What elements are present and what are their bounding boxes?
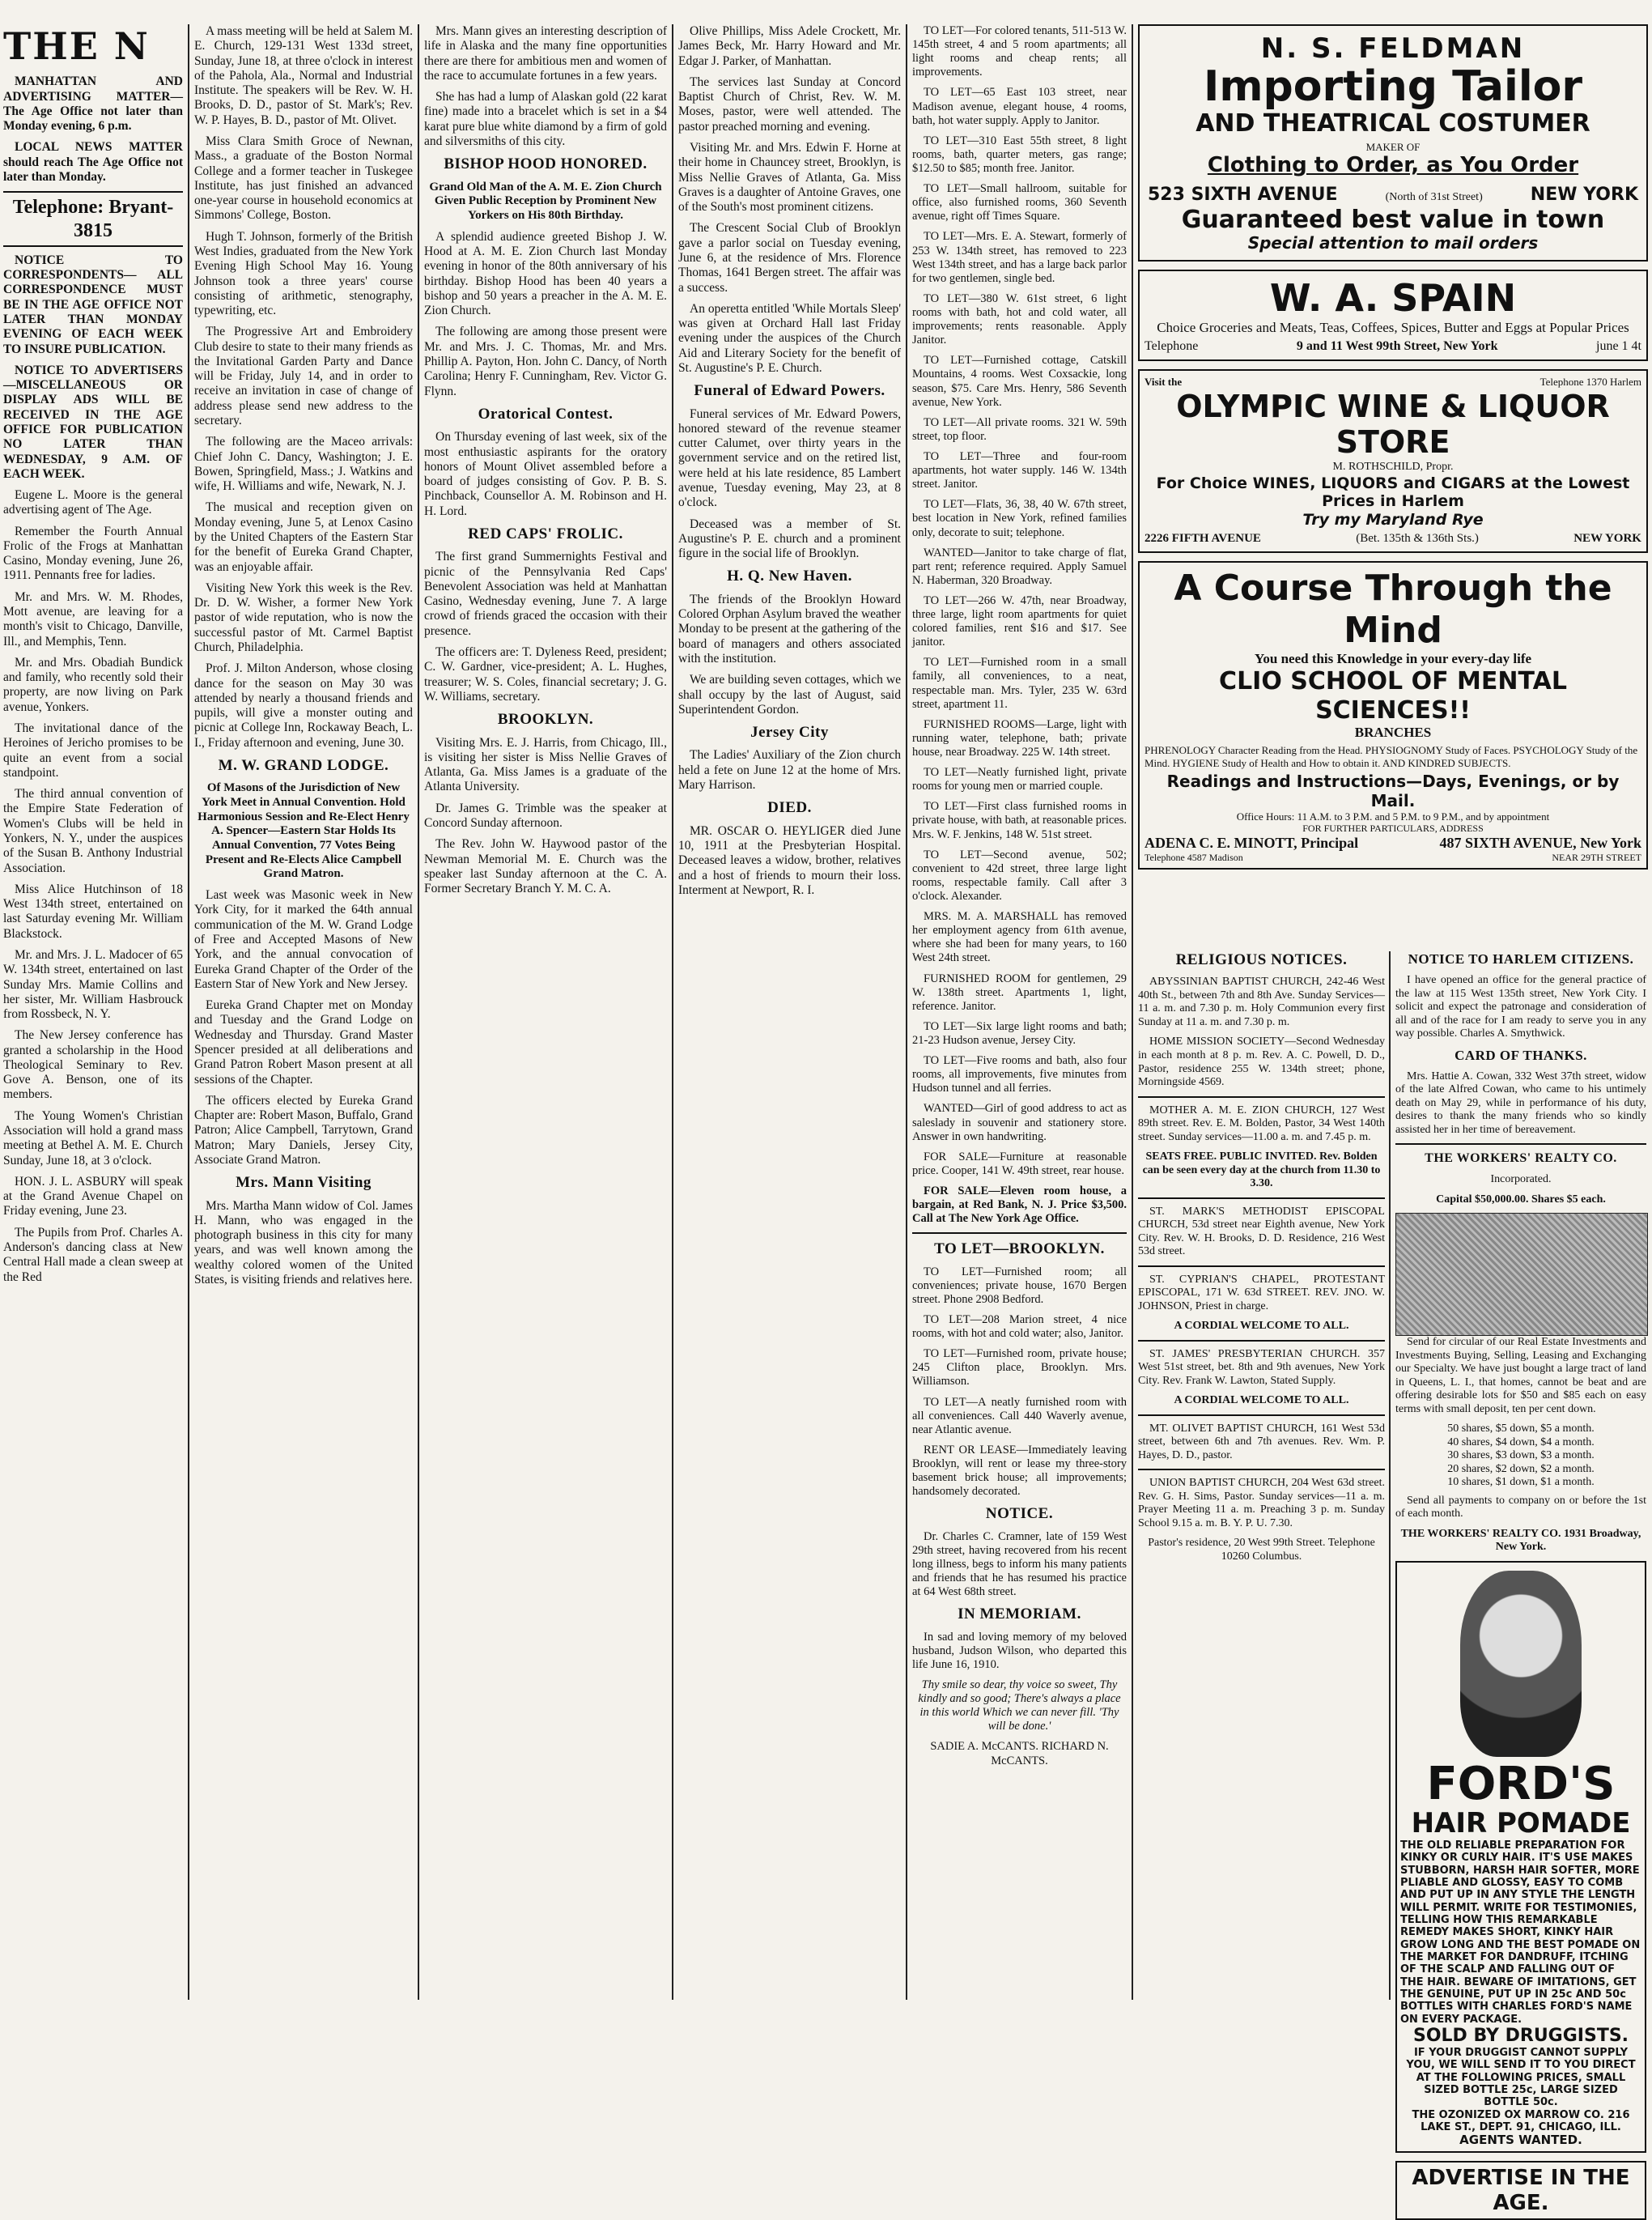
memoriam-signature: SADIE A. McCANTS. RICHARD N. McCANTS.: [930, 1740, 1109, 1767]
article-paragraph: On Thursday evening of last week, six of the most enthusiastic aspirants for the oratory honors of Mount Olivet assembled before a board of judges consisting of Gov. P. B. S. Pinchback, Counsellor A. M. Robinson and H. H. Lord.: [424, 430, 667, 518]
classified-ad: WANTED—Girl of good address to act as saleslady in souvenir and stationery store. Answer in own handwriting.: [912, 1102, 1127, 1143]
spain-telephone: Telephone: [1145, 339, 1199, 354]
headline-grand-lodge: M. W. GRAND LODGE.: [218, 756, 389, 774]
divider: [1138, 1414, 1385, 1416]
article-paragraph: We are building seven cottages, which we shall occupy by the last of August, said Superintendent Gordon.: [678, 673, 901, 717]
article-paragraph: The officers are: T. Dyleness Reed, president; C. W. Gardner, vice-president; A. L. Hughes, treasurer; W. S. Coles, financial secretary; J. G. W. Williams, secretary.: [424, 645, 667, 704]
news-item: HON. J. L. ASBURY will speak at the Grand Avenue Chapel on Friday evening, June 23.: [3, 1174, 183, 1218]
classified-ad: TO LET—Furnished room in a small family, all conveniences, to a neat, respectable man. Mrs. Tyler, 235 W. 63rd street, apartment 11.: [912, 656, 1127, 711]
spain-date: june 1 4t: [1596, 339, 1641, 354]
clio-hours: Office Hours: 11 A.M. to 3 P.M. and 5 P.M. to 9 P.M., and by appointment: [1236, 810, 1550, 823]
realty-share-row: 10 shares, $1 down, $1 a month.: [1447, 1476, 1595, 1489]
column-4: [678, 24, 901, 2000]
classified-ad: TO LET—Neatly furnished light, private rooms for young men or married couple.: [912, 766, 1127, 793]
news-item: Mr. and Mrs. J. L. Madocer of 65 W. 134th street, entertained on last Sunday Mrs. Mamie Collins and her sister, Mr. William Hasbrouck from Rossbeck, N. Y.: [3, 947, 183, 1022]
realty-share-row: 20 shares, $2 down, $2 a month.: [1447, 1462, 1595, 1475]
article-paragraph: The Ladies' Auxiliary of the Zion church held a fete on June 12 at the home of Mrs. Mary Harrison.: [678, 748, 901, 793]
headline-notice: NOTICE.: [985, 1505, 1054, 1523]
clio-further: FOR FURTHER PARTICULARS, ADDRESS: [1302, 823, 1484, 835]
article-paragraph: Dr. Charles C. Cramner, late of 159 West 29th street, having recovered from his recent long illness, begs to inform his many patients and friends that he has resumed his practice at 64 West 68th street.: [912, 1529, 1127, 1599]
pastor-residence: Pastor's residence, 20 West 99th Street. Telephone 10260 Columbus.: [1148, 1537, 1375, 1563]
spain-ad: [1138, 270, 1648, 361]
clio-near: NEAR 29TH STREET: [1552, 851, 1641, 863]
olympic-header-row: [1145, 376, 1641, 388]
headline-card-of-thanks: CARD OF THANKS.: [1455, 1047, 1587, 1063]
classified-ad: TO LET—Six large light rooms and bath; 21-23 Hudson avenue, Jersey City.: [912, 1019, 1127, 1047]
fords-text: THE OLD RELIABLE PREPARATION FOR KINKY OR CURLY HAIR. IT'S USE MAKES STUBBORN, HARSH HAIR SOFTER, MORE PLIABLE AND GLOSSY, EASY TO COMB AND PUT UP IN ANY STYLE THE LENGTH WILL PERMIT. WRITE FOR TESTIMONIES, TELLING HOW THIS REMARKABLE REMEDY MAKES SHORT, KINKY HAIR GROW LONG AND THE BEST POMADE ON THE MARKET FOR DANDRUFF, ITCHING OF THE SCALP AND FALLING OUT OF THE HAIR. BEWARE OF IMITATIONS, GET THE GENUINE, PUT UP IN 25c AND 50c BOTTLES WITH CHARLES FORD'S NAME ON EVERY PACKAGE.: [1400, 1839, 1641, 2026]
column-rule: [188, 24, 189, 2000]
feldman-subtitle: AND THEATRICAL COSTUMER: [1195, 108, 1590, 138]
column-7: [1395, 951, 1646, 2215]
church-notice: ST. CYPRIAN'S CHAPEL, PROTESTANT EPISCOPAL, 171 W. 63d STREET. REV. JNO. W. JOHNSON, Priest in charge.: [1138, 1273, 1385, 1312]
fords-agents: AGENTS WANTED.: [1459, 2133, 1582, 2148]
realty-capital: Capital $50,000.00. Shares $5 each.: [1436, 1193, 1606, 1206]
headline-oratorical: Oratorical Contest.: [478, 405, 614, 423]
divider: [1395, 1143, 1646, 1145]
news-item: Mr. and Mrs. Obadiah Bundick and family, who recently sold their property, are now living on Park avenue, Yonkers.: [3, 655, 183, 714]
column-rule: [1389, 951, 1391, 2000]
classified-ad: TO LET—Flats, 36, 38, 40 W. 67th street, best location in New York, refined families only, decorate to suit; telephone.: [912, 498, 1127, 539]
fords-ad: [1395, 1561, 1646, 2153]
masthead: THE N: [3, 24, 150, 68]
classified-ad: TO LET—65 East 103 street, near Madison avenue, elegant house, 4 rooms, bath, hot water supply. Apply to Janitor.: [912, 86, 1127, 127]
feldman-address-note: (North of 31st Street): [1385, 191, 1483, 204]
article-paragraph: Mrs. Mann gives an interesting description of life in Alaska and the many fine opportunities there are there for ambitious men and women of the race to accumulate fortunes in a few years.: [424, 24, 667, 83]
notice-advertisers: NOTICE TO ADVERTISERS—MISCELLANEOUS OR DISPLAY ADS WILL BE RECEIVED IN THE AGE OFFICE FOR PUBLICATION NO LATER THAN WEDNESDAY, 9 A.M. OF EACH WEEK.: [3, 363, 183, 481]
article-paragraph: Funeral services of Mr. Edward Powers, honored steward of the revenue steamer cutter Calumet, over thirty years in the government service and on the retired list, were held at his late residence, 85 Lambert avenue, Tuesday evening, May 23, at 8 o'clock.: [678, 406, 901, 510]
feldman-maker: MAKER OF: [1365, 141, 1421, 154]
divider: [1138, 1265, 1385, 1267]
olympic-tagline: For Choice WINES, LIQUORS and CIGARS at the Lowest Prices in Harlem: [1156, 474, 1630, 511]
classified-ad: TO LET—Furnished room; all conveniences; private house, 1670 Bergen street. Phone 2908 Bedford.: [912, 1265, 1127, 1306]
headline-harlem-notice: NOTICE TO HARLEM CITIZENS.: [1408, 951, 1634, 967]
fords-sold: SOLD BY DRUGGISTS.: [1412, 2025, 1629, 2046]
spain-address-row: [1145, 339, 1641, 355]
article-paragraph: The services last Sunday at Concord Baptist Church of Christ, Rev. W. M. Moses, pastor, were well attended. The pastor preached morning and evening.: [678, 74, 901, 134]
olympic-address: 2226 FIFTH AVENUE: [1145, 531, 1261, 545]
article-paragraph: Deceased was a member of St. Augustine's P. E. church and a prominent figure in the social life of Brooklyn.: [678, 517, 901, 561]
olympic-between: (Bet. 135th & 136th Sts.): [1356, 531, 1479, 545]
olympic-proprietor: M. ROTHSCHILD, Propr.: [1332, 461, 1454, 474]
feldman-guarantee: Guaranteed best value in town: [1181, 206, 1605, 235]
headline-jersey-city: Jersey City: [750, 724, 829, 742]
clio-address: 487 SIXTH AVENUE, New York: [1439, 834, 1641, 851]
classified-ad: TO LET—266 W. 47th, near Broadway, three large, light room apartments for quiet colored families, rent $16 and $17. See janitor.: [912, 593, 1127, 649]
clio-principal: ADENA C. E. MINOTT, Principal: [1145, 834, 1359, 851]
article-paragraph: Mrs. Hattie A. Cowan, 332 West 37th street, widow of the late Alfred Cowan, who came to his untimely death on May 29, while in performance of his duty, desires to thank the many friends who so kindly assisted her in her time of bereavement.: [1395, 1070, 1646, 1136]
article-paragraph: The officers elected by Eureka Grand Chapter are: Robert Mason, Buffalo, Grand Patron; Alice Campbell, Tarrytown, Grand Matron; Mary Daniels, Jersey City, Associate Grand Matron.: [194, 1093, 413, 1167]
spain-name: W. A. SPAIN: [1269, 276, 1517, 321]
fords-company: THE OZONIZED OX MARROW CO. 216 LAKE ST., DEPT. 91, CHICAGO, ILL.: [1412, 2108, 1630, 2133]
headline-funeral: Funeral of Edward Powers.: [694, 382, 885, 400]
clio-need: You need this Knowledge in your every-day life: [1254, 651, 1532, 667]
realty-share-row: 50 shares, $5 down, $5 a month.: [1447, 1423, 1595, 1435]
article-paragraph: A splendid audience greeted Bishop J. W. Hood at A. M. E. Zion Church last Monday evening in honor of the 80th anniversary of his birthday. Bishop Hood has been 40 years a bishop and 50 years a preacher in the A. M. E. Zion Church.: [424, 229, 667, 318]
clio-branches: BRANCHES: [1354, 725, 1432, 741]
article-paragraph: She has had a lump of Alaskan gold (22 karat fine) made into a bracelet which is set in a $4 karat pure blue white diamond by a firm of gold and silversmiths of this city.: [424, 90, 667, 148]
divider: [1138, 1340, 1385, 1342]
fords-subtitle: HAIR POMADE: [1411, 1806, 1631, 1839]
news-item: The Pupils from Prof. Charles A. Anderson's dancing class at New Central Hall made a clean sweep at the Red: [3, 1225, 183, 1284]
classified-ad: TO LET—Furnished room, private house; 245 Clifton place, Brooklyn. Mrs. Williamson.: [912, 1347, 1127, 1389]
classified-ad: TO LET—First class furnished rooms in private house, with bath, at reasonable prices. Mrs. W. F. Jenkins, 148 W. 51st street.: [912, 800, 1127, 841]
divider: [1138, 1096, 1385, 1098]
headline-to-let-brooklyn: TO LET—BROOKLYN.: [934, 1240, 1105, 1258]
classified-ad: TO LET—208 Marion street, 4 nice rooms, with hot and cold water; also, Janitor.: [912, 1313, 1127, 1341]
article-paragraph: Mrs. Martha Mann widow of Col. James H. Mann, who was engaged in the photograph business in this city for many years, and was well known among the wealthy colored women of the United States, is visiting friends and relatives here.: [194, 1198, 413, 1287]
news-item: Mr. and Mrs. W. M. Rhodes, Mott avenue, are leaving for a month's visit to Chicago, Danville, Ill., and Memphis, Tenn.: [3, 589, 183, 649]
olympic-telephone: Telephone 1370 Harlem: [1539, 376, 1641, 389]
clio-title: A Course Through the Mind: [1174, 567, 1612, 651]
clio-phone-row: [1145, 852, 1641, 863]
classified-ad: TO LET—All private rooms. 321 W. 59th street, top floor.: [912, 415, 1127, 443]
feldman-address: 523 SIXTH AVENUE: [1148, 185, 1338, 206]
article-paragraph: The Rev. John W. Haywood pastor of the Newman Memorial M. E. Church was the speaker last Sunday afternoon at the C. A. Former Secretary Branch Y. M. C. A.: [424, 837, 667, 896]
headline-in-memoriam: IN MEMORIAM.: [958, 1605, 1081, 1623]
classified-ad: FURNISHED ROOM for gentlemen, 29 W. 138th street. Apartments 1, light, reference. Janitor.: [912, 972, 1127, 1013]
column-6-religious: [1138, 951, 1385, 2000]
notice-local-news: LOCAL NEWS MATTER should reach The Age Office not later than Monday.: [3, 140, 183, 184]
article-paragraph: Last week was Masonic week in New York City, for it marked the 64th annual communication of the M. W. Grand Lodge of Free and Accepted Masons of New York, and the annual convocation of Eureka Grand Chapter of the Order of the Eastern Star of New York and New Jersey.: [194, 888, 413, 991]
classified-ad: TO LET—Mrs. E. A. Stewart, formerly of 253 W. 134th street, has removed to 223 West 134th street, and has a large back parlor for two gentlemen, single bed.: [912, 230, 1127, 285]
feldman-city: NEW YORK: [1530, 185, 1638, 206]
classified-ad: TO LET—Small hallroom, suitable for office, also furnished rooms, 360 Seventh avenue, right off Times Square.: [912, 182, 1127, 223]
article-paragraph: The following are among those present were Mr. and Mrs. J. C. Thomas, Mr. and Mrs. Phillip A. Payton, Hon. John C. Dancy, of North Carolina; Henry F. Cunningham, Rev. Victor G. Flynn.: [424, 325, 667, 398]
feldman-mail: Special attention to mail orders: [1247, 233, 1539, 253]
olympic-address-row: [1145, 532, 1641, 546]
olympic-city: NEW YORK: [1573, 531, 1641, 545]
headline-hq: H. Q. New Haven.: [727, 568, 852, 585]
realty-signature: THE WORKERS' REALTY CO. 1931 Broadway, New York.: [1400, 1527, 1641, 1554]
article-paragraph: Eureka Grand Chapter met on Monday and Tuesday and the Grand Lodge on Wednesday and Thursday. Grand Master Spencer presided at all deliberations and Grand Patron Robert Mason present at all sessions of the Chapter.: [194, 998, 413, 1087]
divider: [1138, 1469, 1385, 1470]
news-item: Miss Alice Hutchinson of 18 West 134th street, entertained on last Saturday evening Mr. William Blackstock.: [3, 882, 183, 941]
classified-ad: MRS. M. A. MARSHALL has removed her employment agency from 61th avenue, where she had been for many years, to 160 West 24th street.: [912, 910, 1127, 965]
church-notice: ABYSSINIAN BAPTIST CHURCH, 242-46 West 40th St., between 7th and 8th Ave. Sunday Services—11 a. m. and 7.30 p. m. Holy Communion every first Sunday at 11 a. m. and 7.30 p. m.: [1138, 976, 1385, 1028]
article-paragraph: The Crescent Social Club of Brooklyn gave a parlor social on Tuesday evening, June 6, at the residence of Mrs. Florence Thomas, 1641 Bergen street. The affair was a success.: [678, 221, 901, 295]
divider: [1138, 1197, 1385, 1199]
olympic-visit: Visit the: [1145, 376, 1183, 389]
fords-title: FORD'S: [1426, 1757, 1616, 1810]
news-item: The Young Women's Christian Association will hold a grand mass meeting at Bethel A. M. E. Church Sunday, June 18, at 3 o'clock.: [3, 1108, 183, 1167]
realty-incorporated: Incorporated.: [1490, 1173, 1552, 1186]
feldman-name: N. S. FELDMAN: [1260, 32, 1526, 65]
feldman-clothing: Clothing to Order, as You Order: [1207, 153, 1579, 178]
article-paragraph: An operetta entitled 'While Mortals Sleep' was given at Orchard Hall last Friday evening under the auspices of the Church Aid and Literary Society for the benefit of St. Augustine's P. E. Church.: [678, 301, 901, 375]
church-notice: UNION BAPTIST CHURCH, 204 West 63d street. Rev. G. H. Sims, Pastor. Sunday services—11 a. m. Prayer Meeting 11 a. m. Preaching 3 p. m. Sunday School 9.15 a. m. B. Y. P. U. 7.30.: [1138, 1477, 1385, 1529]
classified-ad: TO LET—Five rooms and bath, also four rooms, all improvements, five minutes from Hudson tunnel and all ferries.: [912, 1054, 1127, 1095]
clio-ad: [1138, 561, 1648, 870]
clio-list: PHRENOLOGY Character Reading from the Head. PHYSIOGNOMY Study of Faces. PSYCHOLOGY Study of the Mind. HYGIENE Study of Health and How to obtain it. AND KINDRED SUBJECTS.: [1145, 744, 1638, 769]
spain-description: Choice Groceries and Meats, Teas, Coffees, Spices, Butter and Eggs at Popular Prices: [1157, 320, 1629, 336]
column-3: [424, 24, 667, 2000]
article-paragraph: Visiting Mrs. E. J. Harris, from Chicago, Ill., is visiting her sister is Miss Nellie Graves of Atlanta, Ga. Miss James is a graduate of the Atlanta University.: [424, 735, 667, 794]
news-item: The invitational dance of the Heroines of Jericho promises to be quite an event from a social standpoint.: [3, 721, 183, 780]
news-item: Visiting New York this week is the Rev. Dr. D. W. Wisher, a former New York pastor of wide reputation, who is now the successful pastor of Mt. Carmel Baptist Church, Philadelphia.: [194, 581, 413, 654]
church-notice: A CORDIAL WELCOME TO ALL.: [1174, 1320, 1349, 1333]
classified-ad: TO LET—Second avenue, 502; convenient to 42d street, three large light rooms, respectable family. Call after 3 o'clock. Alexander.: [912, 848, 1127, 904]
column-1: [3, 24, 183, 2000]
church-notice: ST. JAMES' PRESBYTERIAN CHURCH. 357 West 51st street, bet. 8th and 9th avenues, New York City. Rev. Frank W. Lawton, Stated Supply.: [1138, 1347, 1385, 1387]
classified-ad: TO LET—310 East 55th street, 8 light rooms, bath, quarter meters, gas range; $12.50 to $85; month free. Janitor.: [912, 134, 1127, 175]
classified-ad: TO LET—A neatly furnished room with all conveniences. Call 440 Waverly avenue, near Atlantic avenue.: [912, 1395, 1127, 1436]
headline-mrs-mann: Mrs. Mann Visiting: [236, 1174, 372, 1192]
headline-brooklyn: BROOKLYN.: [497, 711, 594, 729]
church-notice: A CORDIAL WELCOME TO ALL.: [1174, 1394, 1349, 1407]
headline-died: DIED.: [767, 799, 812, 817]
realty-text: Send for circular of our Real Estate Investments and Investments Buying, Selling, Leasing and Exchanging our Specialty. We have just bought a large tract of land in Queens, L. I., that homes, cannot be beat and are offering desirable lots for $50 and $85 each on easy terms with small deposit, ten per cent down.: [1395, 1336, 1646, 1415]
subhead-grand-lodge: Of Masons of the Jurisdiction of New York Meet in Annual Convention. Hold Harmonious Session and Re-Elect Henry A. Spencer—Eastern Star Holds Its Annual Convention, 77 Votes Being Present and Re-Elects Alice Campbell Grand Matron.: [197, 781, 410, 881]
advertise-banner: ADVERTISE IN THE AGE.: [1395, 2161, 1646, 2220]
news-item: Miss Clara Smith Groce of Newnan, Mass., a graduate of the Boston Normal College and a former teacher in Tuskegee Institute, has just finished an advanced one-year course in household economics at Simmons' College, Boston.: [194, 134, 413, 223]
classified-ad: TO LET—380 W. 61st street, 6 light rooms with bath, hot and cold water, all improvements; rents reasonable. Apply Janitor.: [912, 291, 1127, 347]
article-paragraph: The first grand Summernights Festival and picnic of the Pennsylvania Red Caps' Benevolent Association was held at Manhattan Casino, Wednesday evening, June 7. A large crowd of friends graced the occasion with their presence.: [424, 550, 667, 638]
article-paragraph: The friends of the Brooklyn Howard Colored Orphan Asylum braved the weather Monday to be present at the gathering of the board of managers and others associated with the institution.: [678, 592, 901, 666]
subhead-bishop-hood: Grand Old Man of the A. M. E. Zion Church Given Public Reception by Prominent New Yorkers on His 80th Birthday.: [429, 180, 662, 223]
memoriam-poem: Thy smile so dear, thy voice so sweet, Thy kindly and so good; There's always a place in this world Which we can never fill. 'Thy will be done.': [918, 1678, 1121, 1733]
news-item: Hugh T. Johnson, formerly of the British West Indies, graduated from the New York Evening High School May 16. Young Johnson took a three years' course consisting of arithmetic, stenography, typewriting, etc.: [194, 229, 413, 318]
clio-readings: Readings and Instructions—Days, Evenings, or by Mail.: [1166, 771, 1620, 810]
news-item: A mass meeting will be held at Salem M. E. Church, 129-131 West 133d street, Sunday, June 18, at three o'clock in interest of the Pahola, Ala., Normal and Industrial Institute. The speakers will be Rev. W. H. Brooks, D. D., pastor of St. Mark's; Rev. W. P. Hayes, B. D., pastor of Mt. Olivet.: [194, 24, 413, 127]
classified-ad: FOR SALE—Eleven room house, a bargain, at Red Bank, N. J. Price $3,500. Call at The New York Age Office.: [912, 1184, 1127, 1226]
woman-portrait-image: [1460, 1571, 1582, 1757]
classified-ad: TO LET—Three and four-room apartments, hot water supply. 146 W. 134th street. Janitor.: [912, 449, 1127, 491]
olympic-name: OLYMPIC WINE & LIQUOR STORE: [1176, 388, 1610, 461]
article-paragraph: Dr. James G. Trimble was the speaker at Concord Sunday afternoon.: [424, 801, 667, 830]
column-2: [194, 24, 413, 2000]
classified-ad: FOR SALE—Furniture at reasonable price. Cooper, 141 W. 49th street, rear house.: [912, 1150, 1127, 1177]
olympic-try: Try my Maryland Rye: [1302, 510, 1484, 529]
column-rule: [672, 24, 673, 2000]
divider: [912, 1232, 1127, 1234]
church-notice: HOME MISSION SOCIETY—Second Wednesday in each month at 8 p. m. Rev. A. C. Powell, D. D., Pastor, residence 255 W. 134th street; phone, Morningside 4569.: [1138, 1036, 1385, 1089]
article-paragraph: Olive Phillips, Miss Adele Crockett, Mr. James Beck, Mr. Harry Howard and Mr. Edgar J. Parker, of Manhattan.: [678, 24, 901, 68]
column-5: [912, 24, 1127, 2000]
realty-share-row: 40 shares, $4 down, $4 a month.: [1447, 1435, 1595, 1448]
column-rule: [1132, 24, 1133, 2000]
headline-religious-notices: RELIGIOUS NOTICES.: [1175, 951, 1348, 968]
realty-share-row: 30 shares, $3 down, $3 a month.: [1447, 1449, 1595, 1462]
clio-school: CLIO SCHOOL OF MENTAL SCIENCES!!: [1219, 667, 1567, 725]
church-notice: SEATS FREE. PUBLIC INVITED. Rev. Bolden can be seen every day at the church from 11.30 to 3.30.: [1142, 1150, 1381, 1190]
classified-ad: RENT OR LEASE—Immediately leaving Brooklyn, will rent or lease my three-story basement brick house; all improvements; handsomely decorated.: [912, 1443, 1127, 1499]
church-notice: MOTHER A. M. E. ZION CHURCH, 127 West 89th street. Rev. E. M. Bolden, Pastor, 34 West 140th street. Sunday services—11.00 a. m. and 7.45 p. m.: [1138, 1104, 1385, 1143]
classified-ad: WANTED—Janitor to take charge of flat, part rent; reference required. Apply Samuel N. Haberman, 320 Broadway.: [912, 546, 1127, 587]
article-paragraph: MR. OSCAR O. HEYLIGER died June 10, 1911 at the Presbyterian Hospital. Deceased leaves a widow, brother, relatives and a host of friends to mourn their loss. Interment at Newport, R. I.: [678, 823, 901, 897]
news-item: The musical and reception given on Monday evening, June 5, at Lenox Casino by the United Chapters of the Eastern Star for the benefit of Eureka Grand Chapter, was an enjoyable affair.: [194, 500, 413, 574]
article-paragraph: I have opened an office for the general practice of the law at 115 West 135th street, New York City. I solicit and expect the patronage and consideration of all and of the race for I am ready to serve you in any way possible. Charles A. Smythwick.: [1395, 974, 1646, 1040]
news-item: The Progressive Art and Embroidery Club desire to state to their many friends as the Invitational Garden Party and Dance will be Friday, July 14, and in order to receive an invitation in case of change of address please send new address to the secretary.: [194, 325, 413, 428]
news-item: The third annual convention of the Empire State Federation of Women's Clubs will be held in Yonkers, N. Y., under the auspices of the Susan B. Anthony Industrial Association.: [3, 787, 183, 875]
fords-offer: IF YOUR DRUGGIST CANNOT SUPPLY YOU, WE WILL SEND IT TO YOU DIRECT AT THE FOLLOWING PRICES, SMALL SIZED BOTTLE 25c, LARGE SIZED BOTTLE 50c.: [1406, 2046, 1636, 2109]
church-notice: ST. MARK'S METHODIST EPISCOPAL CHURCH, 53d street near Eighth avenue, New York City. Rev. W. H. Brooks, D. D. Residence, 216 West 53d street.: [1138, 1205, 1385, 1258]
olympic-ad: [1138, 369, 1648, 552]
classified-ad: TO LET—Furnished cottage, Catskill Mountains, 4 rooms. West Coxsackie, long season, $75. Care Mrs. Henry, 586 Seventh avenue, New York.: [912, 354, 1127, 409]
feldman-address-row: [1148, 185, 1638, 206]
notice-correspondents: NOTICE TO CORRESPONDENTS— ALL CORRESPONDENCE MUST BE IN THE AGE OFFICE NOT LATER THAN MONDAY EVENING OF EACH WEEK TO INSURE PUBLICATION.: [3, 253, 183, 356]
classified-ad: FURNISHED ROOMS—Large, light with running water, telephone, bath; private house, near Broadway. 225 W. 14th street.: [912, 717, 1127, 759]
headline-bishop-hood: BISHOP HOOD HONORED.: [444, 155, 648, 173]
news-item: Remember the Fourth Annual Frolic of the Frogs at Manhattan Casino, Monday evening, June 26, 1911. Pennants free for ladies.: [3, 524, 183, 583]
news-item: The following are the Maceo arrivals: Chief John C. Dancy, Washington; J. E. Bowen, Springfield, Mass.; J. Watkins and wife, H. Williams and wife, Newark, N. J.: [194, 435, 413, 494]
feldman-ad: [1138, 24, 1648, 262]
column-rule: [418, 24, 419, 2000]
article-paragraph: Visiting Mr. and Mrs. Edwin F. Horne at their home in Chauncey street, Brooklyn, is Miss Nellie Graves of Atlanta, Ga. Miss Graves is a daughter of Antoine Graves, one of the South's most prominent citizens.: [678, 140, 901, 215]
church-notice: MT. OLIVET BAPTIST CHURCH, 161 West 53d street, between 6th and 7th avenues. Rev. Wm. P. Hayes, D. D., pastor.: [1138, 1422, 1385, 1461]
clio-phone: Telephone 4587 Madison: [1145, 851, 1243, 863]
article-paragraph: In sad and loving memory of my beloved husband, Judson Wilson, who departed this life June 16, 1910.: [912, 1630, 1127, 1671]
realty-name: THE WORKERS' REALTY CO.: [1425, 1151, 1617, 1166]
telephone-number: Telephone: Bryant-3815: [3, 191, 183, 247]
news-item: Eugene L. Moore is the general advertising agent of The Age.: [3, 488, 183, 517]
headline-red-caps: RED CAPS' FROLIC.: [468, 525, 623, 542]
column-rule: [906, 24, 907, 2000]
realty-house-photo: [1395, 1213, 1648, 1336]
clio-principal-row: [1145, 835, 1641, 852]
news-item: The New Jersey conference has granted a scholarship in the Hood Theological Seminary to Rev. Gove A. Benson, one of its members.: [3, 1028, 183, 1102]
classified-ad: TO LET—For colored tenants, 511-513 W. 145th street, 4 and 5 room apartments; all light rooms and cheap rents; all improvements.: [912, 24, 1127, 79]
realty-send: Send all payments to company on or before the 1st of each month.: [1395, 1494, 1646, 1520]
spain-address: 9 and 11 West 99th Street, New York: [1296, 339, 1498, 354]
news-item: Prof. J. Milton Anderson, whose closing dance for the season on May 30 was attended by nearly a thousand friends and pupils, will give a monster outing and picnic at College Inn, Rockaway Beach, L. I., Friday afternoon and evening, June 30.: [194, 661, 413, 750]
notice-advertising: MANHATTAN AND ADVERTISING MATTER— The Age Office not later than Monday evening, 6 p.m.: [3, 74, 183, 134]
feldman-title: Importing Tailor: [1203, 62, 1583, 112]
